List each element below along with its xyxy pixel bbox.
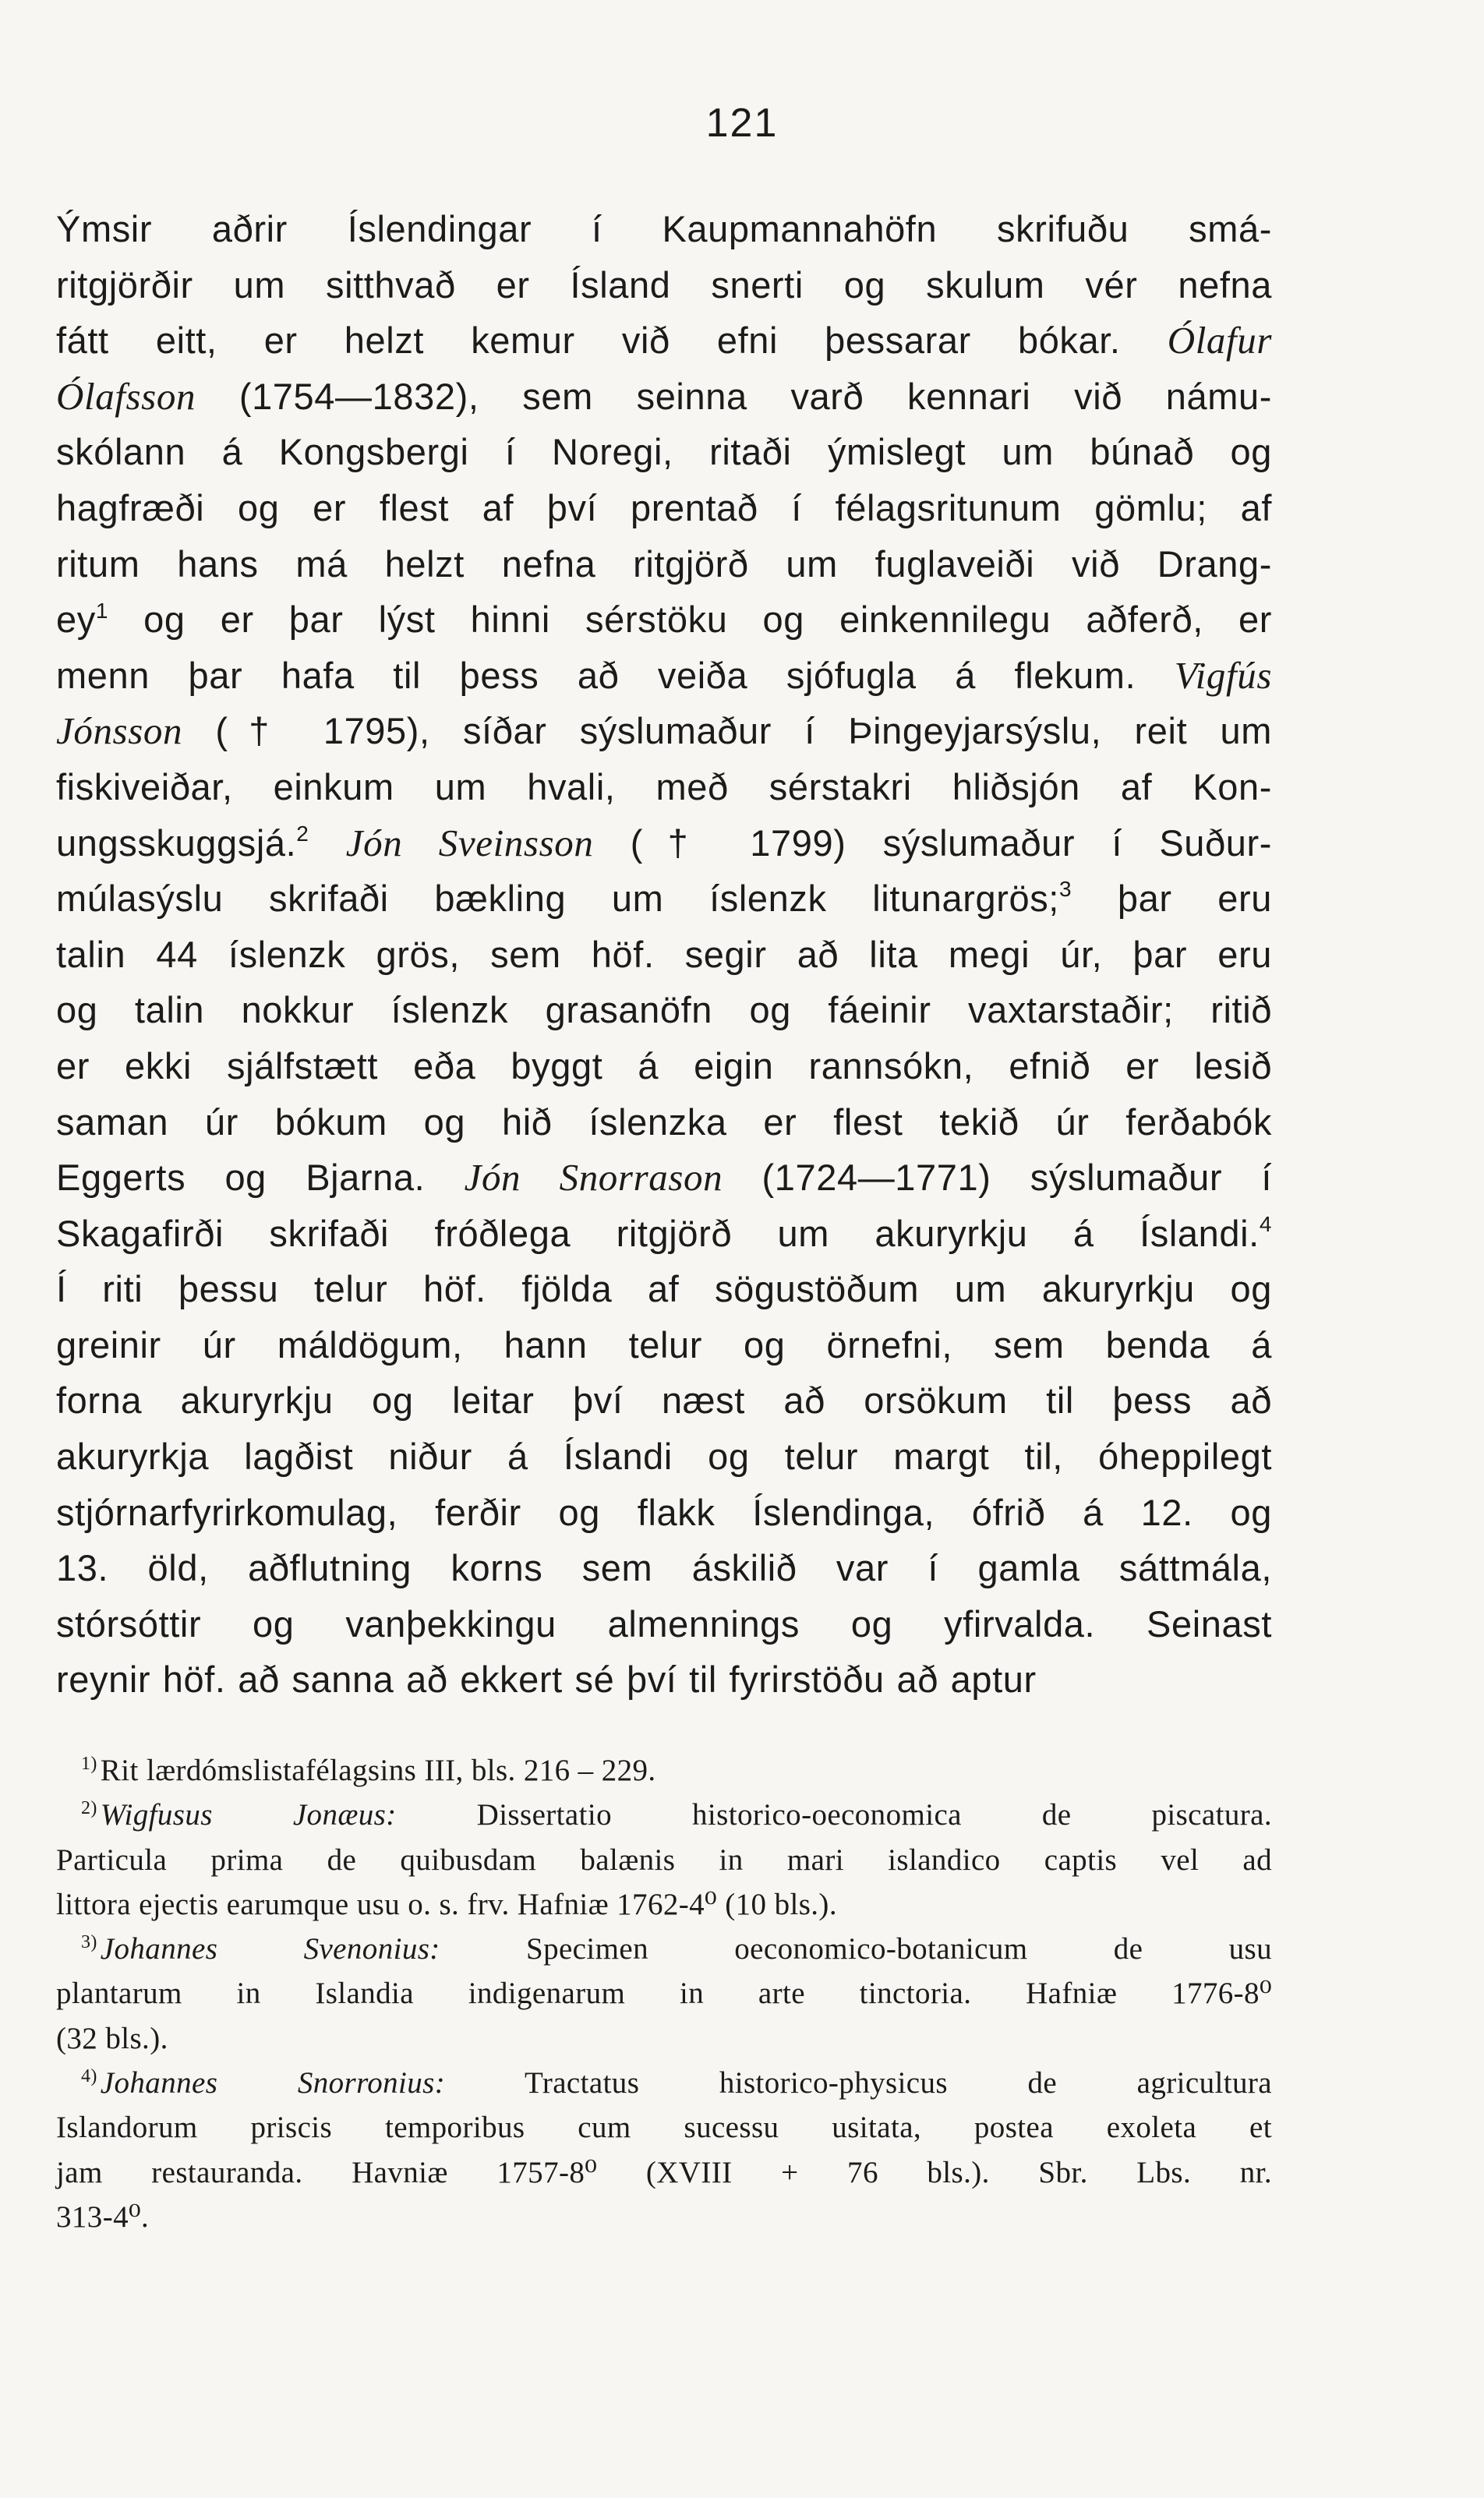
footnote-reference: 1 <box>95 598 109 623</box>
text-run: stjórnarfyrirkomulag, ferðir og flakk Íslendinga, ófrið á 12. og <box>56 1491 1272 1533</box>
footnote-reference: 3 <box>1058 877 1072 902</box>
text-run: ungsskuggsjá. <box>56 821 297 864</box>
text-line <box>56 1094 1272 1150</box>
text-line <box>56 313 1272 369</box>
text-run: Particula prima de quibusdam balænis in mari islandico captis vel ad <box>56 1843 1272 1877</box>
footnote-marker: 4) <box>81 2066 97 2087</box>
text-run: þar eru <box>1072 878 1272 920</box>
text-run: Í riti þessu telur höf. fjölda af sögustöðum um akuryrkju og <box>56 1268 1272 1310</box>
footnote-marker: 2) <box>81 1798 97 1819</box>
text-run: ey <box>56 599 96 641</box>
text-line <box>56 1596 1272 1652</box>
text-run: Dissertatio historico-oeconomica de piscatura. <box>396 1798 1272 1832</box>
text-run: († 1795), síðar sýslumaður í Þingeyjarsýslu, reit um <box>182 710 1272 752</box>
italic-name: Ólafsson <box>56 374 196 418</box>
footnote <box>56 1748 1272 1793</box>
text-line <box>56 592 1272 648</box>
text-line <box>56 1261 1272 1317</box>
footnote-line <box>56 1882 1272 1927</box>
footnote-line <box>56 2150 1272 2195</box>
text-run: littora ejectis earumque usu o. s. frv. Hafniæ 1762-4⁰ (10 bls.). <box>56 1887 837 1921</box>
footnote-line <box>56 1748 1272 1793</box>
italic-name: Johannes Snorronius: <box>100 2066 446 2101</box>
text-line <box>56 1038 1272 1094</box>
text-line <box>56 1150 1272 1206</box>
text-line <box>56 424 1272 480</box>
text-line <box>56 201 1272 257</box>
text-line <box>56 982 1272 1038</box>
footnote-reference: 4 <box>1259 1212 1272 1237</box>
footnote-line <box>56 2195 1272 2239</box>
text-run: reynir höf. að sanna að ekkert sé því til fyrirstöðu að aptur <box>56 1659 1037 1701</box>
text-run: fátt eitt, er helzt kemur við efni þessarar bókar. <box>56 320 1168 362</box>
text-line <box>56 480 1272 536</box>
footnote-line <box>56 1971 1272 2016</box>
text-run: Tractatus historico-physicus de agricultura <box>445 2066 1272 2101</box>
text-line <box>56 257 1272 313</box>
italic-name: Jón Snorrason <box>464 1156 723 1200</box>
text-run: Eggerts og Bjarna. <box>56 1157 465 1199</box>
text-run: Skagafirði skrifaði fróðlega ritgjörð um akuryrkju á Íslandi. <box>56 1212 1260 1254</box>
text-line <box>56 815 1272 871</box>
italic-name: Jón Sveinsson <box>345 821 594 864</box>
footnote <box>56 2061 1272 2239</box>
footnotes <box>56 1748 1272 2239</box>
page-number: 121 <box>705 101 779 146</box>
text-run: hagfræði og er flest af því prentað í félagsritunum gömlu; af <box>56 486 1272 528</box>
text-run: er ekki sjálfstætt eða byggt á eigin rannsókn, efnið er lesið <box>56 1044 1272 1086</box>
text-run: († 1799) sýslumaður í Suður- <box>593 821 1272 864</box>
text-run: Islandorum priscis temporibus cum sucessu usitata, postea exoleta et <box>56 2111 1272 2145</box>
text-run: (32 bls.). <box>56 2021 168 2055</box>
footnote-line <box>56 2016 1272 2061</box>
footnote-marker: 1) <box>81 1754 97 1774</box>
text-run: skólann á Kongsbergi í Noregi, ritaði ýmislegt um búnað og <box>56 431 1272 473</box>
footnote-line <box>56 2061 1272 2105</box>
text-run: stórsóttir og vanþekkingu almennings og yfirvalda. Seinast <box>56 1602 1272 1645</box>
italic-name: Ólafur <box>1167 319 1272 362</box>
text-run: greinir úr máldögum, hann telur og örnefni, sem benda á <box>56 1323 1272 1366</box>
text-run: 13. öld, aðflutning korns sem áskilið var í gamla sáttmála, <box>56 1547 1272 1589</box>
text-line <box>56 1540 1272 1596</box>
italic-name: Vigfús <box>1174 653 1272 697</box>
text-line <box>56 1429 1272 1485</box>
text-line <box>56 1652 1272 1708</box>
italic-name: Wigfusus Jonæus: <box>100 1798 397 1832</box>
text-line <box>56 1206 1272 1262</box>
text-run: Rit lærdómslistafélagsins III, bls. 216 – 229. <box>100 1754 656 1787</box>
text-run: ritgjörðir um sitthvað er Ísland snerti og skulum vér nefna <box>56 263 1272 306</box>
text-run: forna akuryrkju og leitar því næst að orsökum til þess að <box>56 1380 1272 1422</box>
footnote-line <box>56 1793 1272 1837</box>
footnote <box>56 1793 1272 1927</box>
footnote-line <box>56 2105 1272 2150</box>
text-run <box>309 822 345 864</box>
text-run: menn þar hafa til þess að veiða sjófugla á flekum. <box>56 654 1175 696</box>
text-run: saman úr bókum og hið íslenzka er flest tekið úr ferðabók <box>56 1101 1272 1143</box>
footnote-reference: 2 <box>296 821 309 846</box>
text-run: Specimen oeconomico-botanicum de usu <box>440 1932 1272 1966</box>
text-run: og talin nokkur íslenzk grasanöfn og fáeinir vaxtarstaðir; ritið <box>56 989 1272 1031</box>
text-run: múlasýslu skrifaði bækling um íslenzk litunargrös; <box>56 878 1059 920</box>
footnote-line <box>56 1838 1272 1882</box>
text-line <box>56 703 1272 759</box>
text-run: og er þar lýst hinni sérstöku og einkennilegu aðferð, er <box>108 599 1272 641</box>
text-line <box>56 871 1272 927</box>
text-run: (1724—1771) sýslumaður í <box>723 1157 1273 1199</box>
footnote-marker: 3) <box>81 1932 97 1953</box>
text-line <box>56 369 1272 425</box>
text-line <box>56 759 1272 815</box>
footnote-line <box>56 1927 1272 1971</box>
text-line <box>56 927 1272 983</box>
text-line <box>56 648 1272 704</box>
text-line <box>56 536 1272 592</box>
italic-name: Jónsson <box>56 709 183 753</box>
text-run: talin 44 íslenzk grös, sem höf. segir að lita megi úr, þar eru <box>56 933 1272 975</box>
text-run: ritum hans má helzt nefna ritgjörð um fuglaveiði við Drang- <box>56 542 1272 585</box>
text-run: (1754—1832), sem seinna varð kennari við námu- <box>196 375 1272 417</box>
footnote <box>56 1927 1272 2061</box>
body-paragraph <box>56 201 1272 1708</box>
text-line <box>56 1373 1272 1429</box>
text-run: fiskiveiðar, einkum um hvali, með sérstakri hliðsjón af Kon- <box>56 765 1272 807</box>
text-line <box>56 1317 1272 1373</box>
text-run: 313-4⁰. <box>56 2199 150 2234</box>
text-line <box>56 1485 1272 1541</box>
text-run: jam restauranda. Havniæ 1757-8⁰ (XVIII + 76 bls.). Sbr. Lbs. nr. <box>56 2155 1272 2189</box>
text-run: plantarum in Islandia indigenarum in arte tinctoria. Hafniæ 1776-8⁰ <box>56 1977 1272 2011</box>
text-run: akuryrkja lagðist niður á Íslandi og telur margt til, óheppilegt <box>56 1436 1272 1478</box>
text-run: Ýmsir aðrir Íslendingar í Kaupmannahöfn skrifuðu smá- <box>56 208 1272 249</box>
italic-name: Johannes Svenonius: <box>100 1932 440 1966</box>
